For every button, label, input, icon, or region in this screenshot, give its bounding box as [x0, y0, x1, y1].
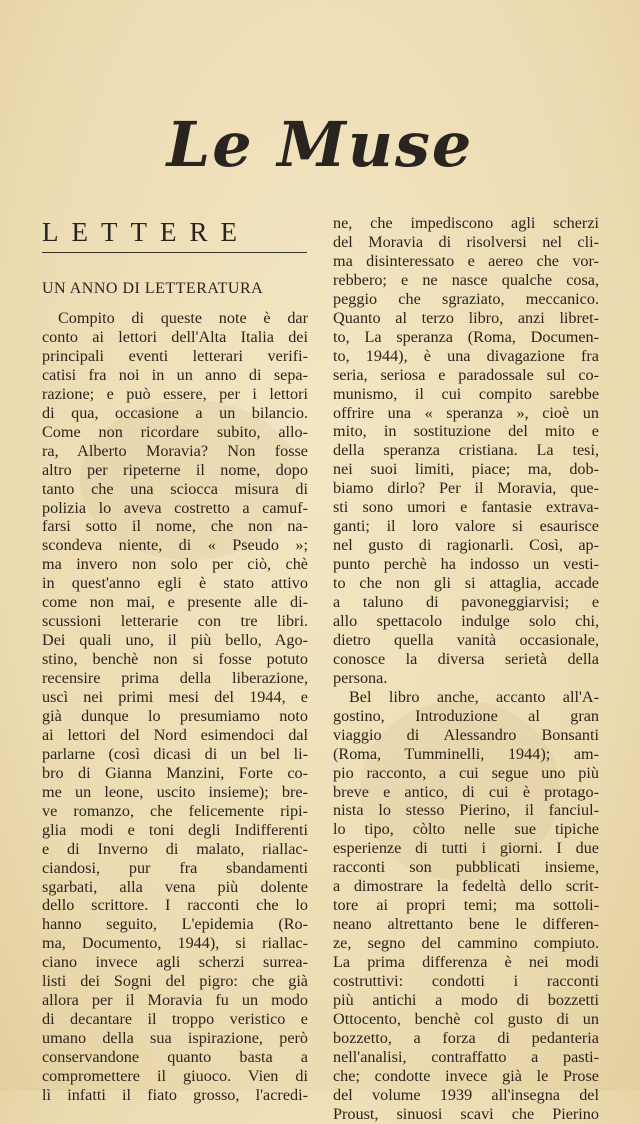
- text-line: to, La speranza (Roma, Documen-: [333, 327, 599, 346]
- text-line: farsi sotto il nome, che non na-: [42, 517, 308, 536]
- text-line: pio racconto, a cui segue uno più: [333, 763, 599, 782]
- text-line: del volume 1939 all'insegna del: [333, 1085, 599, 1104]
- text-line: scondeva niente, di « Pseudo »;: [42, 536, 308, 555]
- text-line: ze, segno del cammino compiuto.: [333, 934, 599, 953]
- text-line: in quest'anno egli è stato attivo: [42, 574, 308, 593]
- section-heading: LETTERE: [42, 217, 250, 247]
- text-line: ma disinteressato e aereo che vor-: [333, 251, 599, 270]
- text-line: Ottocento, benchè col gusto di un: [333, 1009, 599, 1028]
- article-title: UN ANNO DI LETTERATURA: [42, 280, 264, 297]
- text-line: breve e antico, di cui è protago-: [333, 782, 599, 801]
- text-line: compromettere il giuoco. Vien di: [42, 1067, 308, 1085]
- text-line: ciandosi, pur fra sbandamenti: [42, 858, 308, 877]
- text-line: uscì nei primi mesi del 1944, e: [42, 688, 308, 706]
- text-line: e di Inverno di malato, riallac-: [42, 839, 308, 858]
- text-line: lo tipo, còlto nelle sue tipiche: [333, 820, 599, 839]
- text-line: La prima differenza è nei modi: [333, 953, 599, 972]
- text-line: più antichi a modo di bozzetti: [333, 990, 599, 1009]
- text-line: allo spettacolo indulge solo chi,: [333, 611, 599, 630]
- text-line: gostino, Introduzione al gran: [333, 706, 599, 725]
- text-line: sgarbati, alla vena più dolente: [42, 877, 308, 896]
- text-line: altro per ripeterne il nome, dopo: [42, 460, 308, 479]
- text-line: a dimostrare la fedeltà dello scrit-: [333, 877, 599, 896]
- text-line: nel gusto di ragionarli. Così, ap-: [333, 536, 599, 555]
- text-line: esperienze di tutti i giorni. I due: [333, 839, 599, 858]
- text-line: rebbero; e ne nasce qualche cosa,: [333, 270, 599, 289]
- text-line: peggio che sgraziato, meccanico.: [333, 289, 599, 308]
- text-line: ma, Documento, 1944), si riallac-: [42, 934, 308, 953]
- text-line: ne, che impediscono agli scherzi: [333, 214, 599, 232]
- text-line: ciano invece agli scherzi surrea-: [42, 953, 308, 972]
- text-line: a taluno di pavoneggiarvisi; e: [333, 593, 599, 611]
- text-line: allora per il Moravia fu un modo: [42, 991, 308, 1010]
- text-line: di decantare il troppo veristico e: [42, 1010, 308, 1029]
- text-line: hanno seguito, L'epidemia (Ro-: [42, 915, 308, 934]
- text-line: munismo, il cui compito sarebbe: [333, 384, 599, 403]
- text-line: del Moravia di risolversi nel cli-: [333, 232, 599, 251]
- text-line: recensire prima della liberazione,: [42, 669, 308, 688]
- text-line: nei suoi limiti, piace; ma, dob-: [333, 460, 599, 479]
- text-line: bro di Gianna Manzini, Forte co-: [42, 763, 308, 782]
- text-line: ma invero non solo per ciò, chè: [42, 555, 308, 574]
- text-line: glia modi e toni degli Indifferenti: [42, 820, 308, 839]
- text-line: di qua, occasione a un bilancio.: [42, 403, 308, 422]
- text-line: nell'analisi, contraffatto a pasti-: [333, 1047, 599, 1066]
- text-line: dietro quella vanità occasionale,: [333, 630, 599, 649]
- text-line: viaggio di Alessandro Bonsanti: [333, 725, 599, 744]
- text-line: Compito di queste note è dar: [58, 309, 308, 327]
- page-title: Le Muse: [166, 108, 474, 181]
- text-line: conto ai lettori dell'Alta Italia dei: [42, 327, 308, 346]
- text-line: polizia lo aveva costretto a camuf-: [42, 498, 308, 517]
- text-line: che; condotte invece già le Prose: [333, 1066, 599, 1085]
- text-line: tore ai propri temi; ma sottoli-: [333, 896, 599, 915]
- text-line: Dei quali uno, il più bello, Ago-: [42, 631, 308, 650]
- text-line: costruttivi: condotti i racconti: [333, 972, 599, 990]
- text-line: tanto che una sciocca misura di: [42, 479, 308, 498]
- text-line: punto perchè ha indosso un vesti-: [333, 555, 599, 574]
- text-line: Quanto al terzo libro, anzi libret-: [333, 308, 599, 327]
- text-line: persona.: [333, 668, 388, 687]
- text-line: offrire una « speranza », cioè un: [333, 403, 599, 422]
- text-line: seria, seriosa e paradossale sul co-: [333, 365, 599, 384]
- text-line: come non mai, e presente alle di-: [42, 593, 308, 612]
- text-line: conservandone quanto basta a: [42, 1048, 308, 1067]
- text-line: già dunque lo presumiamo noto: [42, 706, 308, 725]
- text-line: conosce la diversa serietà della: [333, 649, 599, 668]
- text-line: mito, in sostituzione del mito e: [333, 422, 599, 441]
- text-line: racconti son pubblicati insieme,: [333, 858, 599, 877]
- text-line: scussioni letterarie con tre libri.: [42, 612, 308, 631]
- text-line: Come non ricordare subito, allo-: [42, 422, 308, 441]
- text-line: ai lettori del Nord esimendoci dal: [42, 725, 308, 744]
- text-line: Proust, sinuosi scavi che Pierino: [333, 1104, 599, 1123]
- text-line: della speranza cristiana. La tesi,: [333, 441, 599, 460]
- text-line: neano altrettanto bene le differen-: [333, 915, 599, 934]
- text-line: ganti; il loro valore si esaurisce: [333, 517, 599, 536]
- text-line: (Roma, Tumminelli, 1944); am-: [333, 744, 599, 763]
- text-line: stino, benchè non si fosse potuto: [42, 650, 308, 669]
- text-line: biamo dirlo? Per il Moravia, que-: [333, 479, 599, 498]
- text-line: lì infatti il fiato grosso, l'acredi-: [42, 1085, 308, 1104]
- text-line: principali eventi letterari verifi-: [42, 346, 308, 365]
- text-line: ve romanzo, che felicemente ripi-: [42, 801, 308, 820]
- section-rule: [42, 252, 307, 253]
- text-line: sti sono umori e fantasie extrava-: [333, 498, 599, 517]
- text-line: bozzetto, a forza di pedanteria: [333, 1028, 599, 1047]
- text-line: Bel libro anche, accanto all'A-: [349, 687, 599, 706]
- text-line: razione; e può essere, per i lettori: [42, 384, 308, 403]
- text-line: ra, Alberto Moravia? Non fosse: [42, 441, 308, 460]
- text-line: dello scrittore. I racconti che lo: [42, 896, 308, 915]
- text-line: umano della sua ispirazione, però: [42, 1029, 308, 1048]
- text-line: catisi fra noi in un anno di sepa-: [42, 365, 308, 384]
- text-line: listi dei Sogni del pigro: che già: [42, 972, 308, 991]
- text-line: parlarne (così dicasi di un bel li-: [42, 744, 308, 763]
- text-line: me un leone, uscito insieme); bre-: [42, 782, 308, 801]
- text-line: nista lo stesso Pierino, il fanciul-: [333, 801, 599, 820]
- text-line: to, 1944), è una divagazione fra: [333, 346, 599, 365]
- text-line: to che non gli si attaglia, accade: [333, 574, 599, 593]
